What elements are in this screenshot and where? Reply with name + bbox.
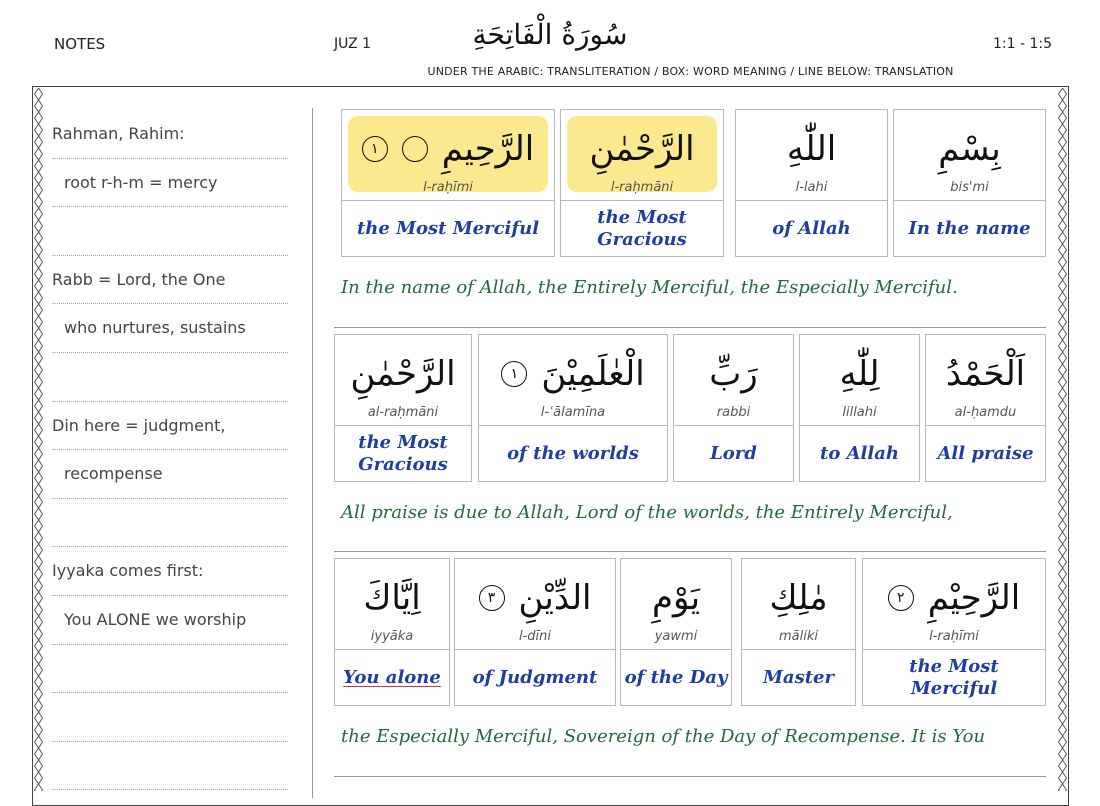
arabic-text: الْعٰلَمِيْنَ	[541, 354, 645, 394]
word-card[interactable]	[334, 558, 450, 706]
transliteration: l-raḥīmi	[929, 629, 979, 644]
word-meaning: the Most Gracious	[358, 431, 448, 475]
arabic-text: اِيَّاكَ	[363, 578, 421, 618]
ayah-number: ١	[362, 136, 388, 162]
row-separator	[334, 551, 1046, 552]
ayah-marker-icon	[402, 136, 428, 162]
transliteration: al-ḥamdu	[954, 405, 1017, 420]
word-card[interactable]	[334, 334, 472, 482]
arabic-text: الدِّيْنِ	[518, 578, 592, 618]
ayah-number: ٣	[479, 585, 505, 611]
arabic-word	[863, 567, 1045, 629]
word-meaning: of Judgment	[472, 666, 598, 688]
note-line	[52, 693, 288, 742]
surah-title: سُورَةُ الْفَاتِحَةِ	[472, 18, 628, 51]
row-separator	[334, 327, 1046, 328]
arabic-word	[335, 343, 471, 405]
arabic-word	[455, 567, 615, 629]
word-meaning: the Most Merciful	[909, 655, 999, 699]
word-meaning: Master	[763, 666, 834, 688]
arabic-text: مٰلِكِ	[769, 578, 828, 618]
note-line: recompense	[52, 450, 288, 499]
row-separator	[334, 776, 1046, 777]
ayah-number: ٢	[888, 585, 914, 611]
transliteration: rabbi	[716, 405, 751, 420]
arabic-word	[674, 343, 793, 405]
word-meaning: the Most Gracious	[597, 206, 687, 250]
word-card[interactable]	[893, 109, 1046, 257]
arabic-text: رَبِّ	[709, 354, 758, 394]
word-card[interactable]	[741, 558, 856, 706]
ayah-number: ١	[501, 361, 527, 387]
arabic-word	[342, 118, 554, 180]
transliteration: l-raḥmāni	[610, 180, 674, 195]
word-card[interactable]	[799, 334, 920, 482]
word-card[interactable]	[620, 558, 732, 706]
verse-translation: In the name of Allah, the Entirely Merciful, the Especially Merciful.	[341, 277, 958, 298]
arabic-word	[894, 118, 1045, 180]
transliteration: lillahi	[842, 405, 877, 420]
arabic-text: الرَّحِيمِ	[441, 129, 535, 169]
word-meaning: In the name	[908, 217, 1031, 239]
decorative-border-left	[34, 88, 43, 791]
juz-label: JUZ 1	[334, 36, 372, 52]
note-line: Iyyaka comes first:	[52, 547, 288, 596]
arabic-word	[335, 567, 449, 629]
note-line: root r-h-m = mercy	[52, 159, 288, 208]
arabic-text: يَوْمِ	[651, 578, 701, 618]
word-card[interactable]	[925, 334, 1046, 482]
note-line	[52, 353, 288, 402]
word-card[interactable]	[673, 334, 794, 482]
verse-translation: the Especially Merciful, Sovereign of the Day of Recompense. It is You	[341, 726, 986, 747]
arabic-word	[800, 343, 919, 405]
transliteration: l-ʿālamīna	[540, 405, 606, 420]
arabic-text: الرَّحْمٰنِ	[589, 129, 695, 169]
notes-divider	[312, 108, 313, 798]
arabic-word	[479, 343, 667, 405]
note-line: Din here = judgment,	[52, 402, 288, 451]
note-line	[52, 645, 288, 694]
legend-text: UNDER THE ARABIC: TRANSLITERATION / BOX: WORD MEANING / LINE BELOW: TRANSLATION	[427, 65, 954, 78]
transliteration: l-dīni	[518, 629, 552, 644]
arabic-word	[926, 343, 1045, 405]
note-line: You ALONE we worship	[52, 596, 288, 645]
decorative-border-right	[1058, 88, 1067, 791]
transliteration: māliki	[779, 629, 818, 644]
notes-heading: NOTES	[54, 35, 106, 53]
transliteration: al-raḥmāni	[367, 405, 439, 420]
word-meaning: You alone	[343, 666, 441, 688]
verse-range: 1:1 - 1:5	[993, 36, 1053, 52]
word-card[interactable]	[560, 109, 724, 257]
arabic-text: لِلّٰهِ	[839, 354, 880, 394]
arabic-word	[561, 118, 723, 180]
arabic-text: الرَّحْمٰنِ	[350, 354, 456, 394]
word-card[interactable]	[341, 109, 555, 257]
note-line: who nurtures, sustains	[52, 304, 288, 353]
transliteration: iyyāka	[370, 629, 414, 644]
arabic-text: اَلْحَمْدُ	[945, 354, 1026, 394]
word-meaning: to Allah	[820, 442, 899, 464]
word-card[interactable]	[862, 558, 1046, 706]
word-meaning: of the worlds	[507, 442, 639, 464]
note-line: Rabb = Lord, the One	[52, 256, 288, 305]
arabic-text: الرَّحِيْمِ	[927, 578, 1021, 618]
word-card[interactable]	[454, 558, 616, 706]
word-card[interactable]	[478, 334, 668, 482]
arabic-word	[736, 118, 887, 180]
note-line	[52, 742, 288, 791]
note-line	[52, 207, 288, 256]
arabic-word	[742, 567, 855, 629]
arabic-word	[621, 567, 731, 629]
word-meaning: the Most Merciful	[356, 217, 540, 239]
notes-panel	[52, 110, 288, 790]
transliteration: l-raḥīmi	[423, 180, 473, 195]
verse-translation: All praise is due to Allah, Lord of the worlds, the Entirely Merciful,	[341, 502, 953, 523]
note-line	[52, 499, 288, 548]
word-meaning: of Allah	[772, 217, 851, 239]
transliteration: yawmi	[654, 629, 698, 644]
word-meaning: All praise	[937, 442, 1034, 464]
arabic-text: اللّٰهِ	[786, 129, 837, 169]
arabic-text: بِسْمِ	[938, 129, 1001, 169]
word-card[interactable]	[735, 109, 888, 257]
note-line: Rahman, Rahim:	[52, 110, 288, 159]
word-meaning: Lord	[710, 442, 757, 464]
transliteration: l-lahi	[795, 180, 828, 195]
word-meaning: of the Day	[624, 666, 728, 688]
transliteration: bis'mi	[950, 180, 989, 195]
